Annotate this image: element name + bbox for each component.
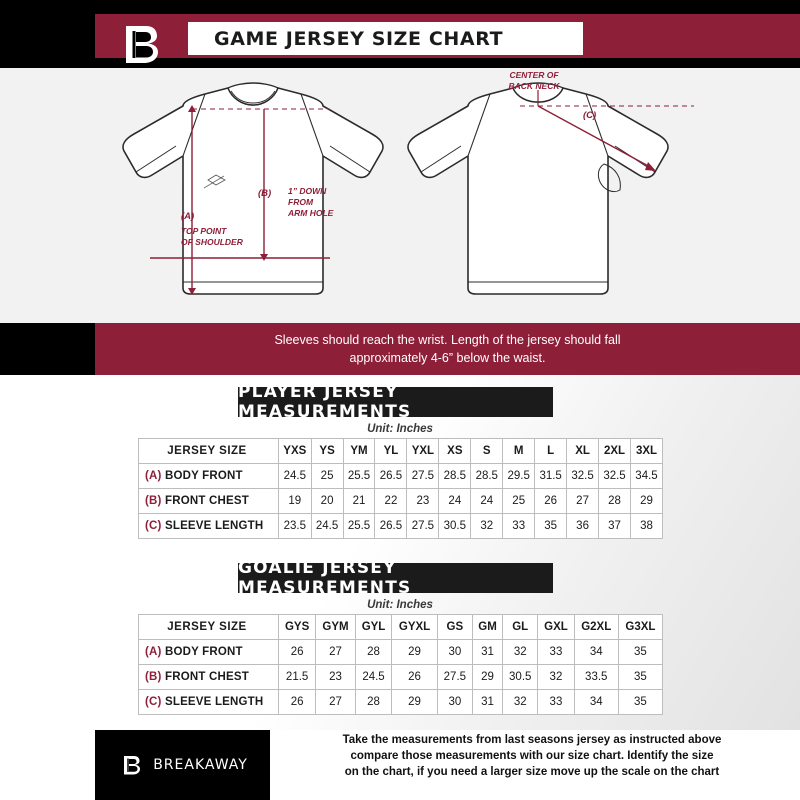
label-b-desc-line1: 1” DOWN — [288, 186, 327, 196]
column-header-size: GM — [472, 615, 502, 640]
column-header-size: GL — [503, 615, 538, 640]
measurement-cell: 28 — [355, 690, 391, 715]
fit-note-band — [95, 323, 800, 375]
column-header-size: GYXL — [392, 615, 438, 640]
measurement-cell: 26 — [279, 640, 316, 665]
measurement-cell: 26 — [279, 690, 316, 715]
label-c-tag: (C) — [583, 110, 597, 121]
measurement-cell: 29 — [392, 640, 438, 665]
column-header-size: GYM — [316, 615, 356, 640]
column-header-size: 3XL — [630, 439, 662, 464]
measurement-cell: 28.5 — [439, 464, 471, 489]
measurement-cell: 36 — [567, 514, 599, 539]
table-row — [139, 489, 663, 514]
row-label: (A) BODY FRONT — [139, 640, 279, 665]
label-a-desc-line2: OF SHOULDER — [181, 237, 243, 247]
column-header-size: GYS — [279, 615, 316, 640]
column-header-jersey-size: JERSEY SIZE — [139, 439, 279, 464]
column-header-size: L — [535, 439, 567, 464]
measurement-cell: 29 — [392, 690, 438, 715]
table-header-row — [139, 615, 663, 640]
measurement-cell: 32 — [503, 690, 538, 715]
measurement-cell: 21 — [343, 489, 375, 514]
row-tag: (B) — [145, 671, 165, 683]
column-header-size: GYL — [355, 615, 391, 640]
footer-instructions-line1: Take the measurements from last seasons jersey as instructed above — [342, 734, 722, 746]
player-measurements-table — [138, 438, 663, 539]
measurement-cell: 23.5 — [279, 514, 312, 539]
player-section-title: PLAYER JERSEY MEASUREMENTS — [238, 387, 553, 417]
measurement-cell: 27 — [316, 640, 356, 665]
measurements-body — [0, 375, 800, 730]
footer-instructions-line2: compare those measurements with our size chart. Identify the size — [350, 750, 714, 762]
measurement-cell: 24.5 — [355, 665, 391, 690]
fit-note-line1: Sleeves should reach the wrist. Length of the jersey should fall — [274, 333, 621, 347]
measurement-cell: 24 — [439, 489, 471, 514]
column-header-size: 2XL — [599, 439, 631, 464]
measurement-cell: 25 — [311, 464, 343, 489]
measurement-cell: 21.5 — [279, 665, 316, 690]
measurement-cell: 35 — [535, 514, 567, 539]
measurement-cell: 27 — [316, 690, 356, 715]
table-row — [139, 514, 663, 539]
label-b-description — [288, 186, 333, 219]
measurement-cell: 27.5 — [437, 665, 472, 690]
measurement-cell: 20 — [311, 489, 343, 514]
label-b-desc-line2: FROM — [288, 197, 314, 207]
measurement-cell: 30 — [437, 640, 472, 665]
measurement-cell: 27.5 — [407, 464, 439, 489]
column-header-size: YS — [311, 439, 343, 464]
header-title-box — [188, 22, 583, 55]
measurement-cell: 22 — [375, 489, 407, 514]
label-center-back-neck-line2: BACK NECK — [508, 81, 560, 91]
measurement-cell: 37 — [599, 514, 631, 539]
measurement-cell: 19 — [279, 489, 312, 514]
column-header-size: M — [503, 439, 535, 464]
column-header-size: GS — [437, 615, 472, 640]
label-b-desc-line3: ARM HOLE — [288, 208, 334, 218]
measurement-cell: 32 — [538, 665, 574, 690]
measurement-cell: 29 — [472, 665, 502, 690]
table-row — [139, 665, 663, 690]
column-header-size: G2XL — [574, 615, 618, 640]
label-a-tag: (A) — [181, 211, 195, 222]
measurement-cell: 26.5 — [375, 464, 407, 489]
table-row — [139, 690, 663, 715]
measurement-cell: 34.5 — [630, 464, 662, 489]
measurement-cell: 31 — [472, 640, 502, 665]
footer-instructions-line3: on the chart, if you need a larger size move up the scale on the chart — [344, 766, 720, 778]
measurement-cell: 35 — [618, 640, 662, 665]
row-label: (C) SLEEVE LENGTH — [139, 514, 279, 539]
row-tag: (C) — [145, 520, 165, 532]
footer-brand-block — [95, 730, 270, 800]
column-header-size: G3XL — [618, 615, 662, 640]
goalie-unit-label: Unit: Inches — [367, 599, 433, 611]
measurement-cell: 31.5 — [535, 464, 567, 489]
measurement-cell: 28 — [599, 489, 631, 514]
measurement-cell: 32.5 — [567, 464, 599, 489]
column-header-size: XL — [567, 439, 599, 464]
measurement-cell: 28.5 — [471, 464, 503, 489]
fit-note-line2: approximately 4-6” below the waist. — [349, 351, 546, 365]
measurement-cell: 27.5 — [407, 514, 439, 539]
measurement-cell: 26 — [535, 489, 567, 514]
row-label: (C) SLEEVE LENGTH — [139, 690, 279, 715]
measurement-cell: 23 — [316, 665, 356, 690]
measurement-cell: 26.5 — [375, 514, 407, 539]
measurement-cell: 25.5 — [343, 464, 375, 489]
breakaway-b-logo-icon — [112, 20, 172, 68]
measurement-cell: 38 — [630, 514, 662, 539]
measurement-cell: 33 — [503, 514, 535, 539]
footer-instructions — [272, 732, 792, 780]
label-a-desc-line1: TOP POINT — [181, 226, 227, 236]
measurement-cell: 25 — [503, 489, 535, 514]
measurement-cell: 28 — [355, 640, 391, 665]
breakaway-b-logo-icon — [117, 746, 147, 784]
row-label: (B) FRONT CHEST — [139, 665, 279, 690]
column-header-jersey-size: JERSEY SIZE — [139, 615, 279, 640]
page-title: GAME JERSEY SIZE CHART — [214, 27, 504, 50]
measurement-cell: 34 — [574, 690, 618, 715]
measurement-cell: 31 — [472, 690, 502, 715]
table-row — [139, 464, 663, 489]
measurement-cell: 26 — [392, 665, 438, 690]
column-header-size: YM — [343, 439, 375, 464]
label-a-description — [181, 226, 243, 248]
row-tag: (A) — [145, 646, 165, 658]
row-tag: (A) — [145, 470, 165, 482]
header — [0, 0, 800, 68]
measurement-cell: 35 — [618, 665, 662, 690]
front-jersey-illustration — [123, 83, 383, 295]
measurement-cell: 33 — [538, 690, 574, 715]
measurement-cell: 35 — [618, 690, 662, 715]
measurement-cell: 30.5 — [439, 514, 471, 539]
measurement-cell: 30 — [437, 690, 472, 715]
column-header-size: YL — [375, 439, 407, 464]
footer-brand-name: BREAKAWAY — [153, 757, 248, 773]
player-unit-label: Unit: Inches — [367, 423, 433, 435]
footer — [0, 730, 800, 800]
column-header-size: YXL — [407, 439, 439, 464]
measurement-cell: 29.5 — [503, 464, 535, 489]
label-b-tag: (B) — [258, 188, 272, 199]
measurement-cell: 30.5 — [503, 665, 538, 690]
column-header-size: S — [471, 439, 503, 464]
measurement-cell: 32.5 — [599, 464, 631, 489]
goalie-measurements-table — [138, 614, 663, 715]
column-header-size: GXL — [538, 615, 574, 640]
row-label: (B) FRONT CHEST — [139, 489, 279, 514]
goalie-section-title: GOALIE JERSEY MEASUREMENTS — [238, 563, 553, 593]
measurement-cell: 33.5 — [574, 665, 618, 690]
label-center-back-neck — [474, 70, 594, 92]
table-row — [139, 640, 663, 665]
measurement-cell: 24.5 — [311, 514, 343, 539]
jersey-diagram — [0, 68, 800, 323]
measurement-cell: 32 — [471, 514, 503, 539]
row-tag: (B) — [145, 495, 165, 507]
label-center-back-neck-line1: CENTER OF — [509, 70, 559, 80]
measurement-cell: 27 — [567, 489, 599, 514]
jersey-diagram-svg — [0, 68, 800, 323]
measurement-cell: 24 — [471, 489, 503, 514]
column-header-size: YXS — [279, 439, 312, 464]
measurement-cell: 32 — [503, 640, 538, 665]
measurement-cell: 33 — [538, 640, 574, 665]
measurement-cell: 34 — [574, 640, 618, 665]
back-jersey-illustration — [408, 83, 694, 294]
row-label: (A) BODY FRONT — [139, 464, 279, 489]
measurement-cell: 23 — [407, 489, 439, 514]
column-header-size: XS — [439, 439, 471, 464]
measurement-cell: 29 — [630, 489, 662, 514]
measurement-cell: 24.5 — [279, 464, 312, 489]
table-header-row — [139, 439, 663, 464]
row-tag: (C) — [145, 696, 165, 708]
measurement-cell: 25.5 — [343, 514, 375, 539]
